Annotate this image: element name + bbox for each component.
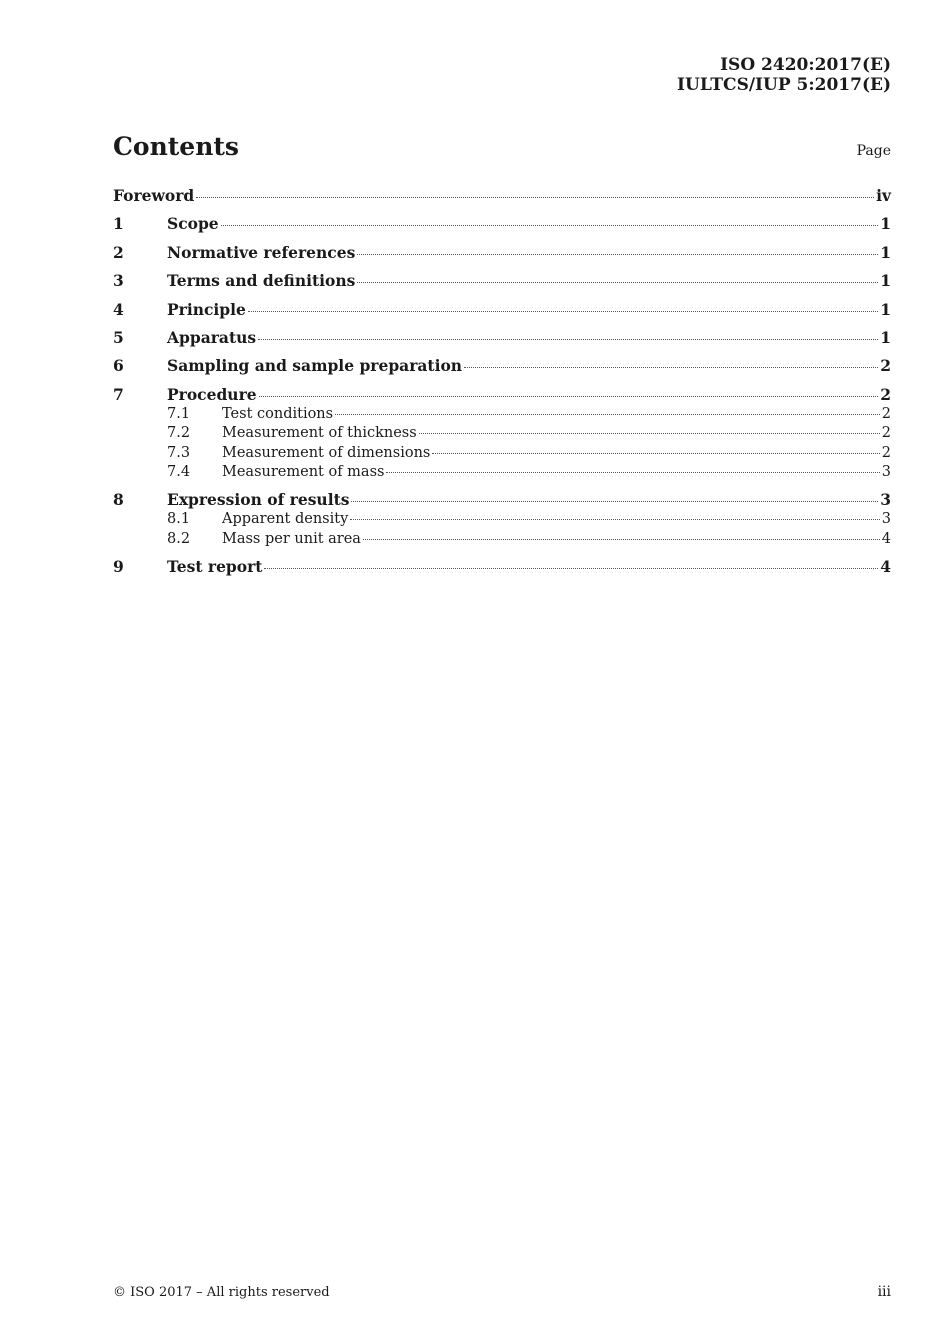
toc-subentry-number: 7.1 — [167, 406, 191, 422]
toc-entry-expression-of-results[interactable] — [113, 490, 891, 510]
toc-entry-normative-references[interactable] — [113, 243, 891, 263]
toc-entry-number: 7 — [113, 385, 124, 404]
page-number: iii — [877, 1284, 891, 1300]
dot-leader — [363, 538, 880, 540]
toc-entry-page: 1 — [880, 328, 891, 347]
toc-subentry-title: Measurement of dimensions — [222, 445, 431, 461]
toc-entry-number: 2 — [113, 243, 124, 262]
toc-entry-number: 9 — [113, 557, 124, 576]
toc-entry-procedure[interactable] — [113, 385, 891, 405]
toc-entry-number: 5 — [113, 328, 124, 347]
toc-entry-number: 8 — [113, 490, 124, 509]
dot-leader — [221, 224, 879, 226]
toc-entry-page: 1 — [880, 300, 891, 319]
toc-entry-page: 1 — [880, 214, 891, 233]
toc-entry-number: 1 — [113, 214, 124, 233]
toc-subentry-apparent-density[interactable] — [113, 510, 891, 529]
toc-subentry-page: 3 — [881, 511, 891, 527]
copyright-notice: © ISO 2017 – All rights reserved — [113, 1285, 330, 1300]
toc-subentry-page: 4 — [881, 531, 891, 547]
toc-entry-title: Procedure — [167, 385, 257, 404]
dot-leader — [335, 413, 880, 415]
toc-entry-page: 4 — [880, 557, 891, 576]
toc-entry-apparatus[interactable] — [113, 328, 891, 348]
toc-entry-terms-and-definitions[interactable] — [113, 271, 891, 291]
dot-leader — [258, 338, 878, 340]
toc-entry-title: Terms and definitions — [167, 271, 356, 290]
toc-entry-scope[interactable] — [113, 214, 891, 234]
toc-entry-principle[interactable] — [113, 300, 891, 320]
toc-entry-page: iv — [876, 186, 891, 205]
dot-leader — [248, 310, 878, 312]
toc-entry-page: 2 — [880, 356, 891, 375]
dot-leader — [259, 395, 879, 397]
contents-heading: Contents — [113, 132, 240, 161]
document-header — [677, 55, 891, 95]
toc-subentry-number: 7.3 — [167, 445, 191, 461]
toc-subentry-title: Measurement of thickness — [222, 425, 417, 441]
toc-entry-title: Normative references — [167, 243, 356, 262]
toc-entry-title: Foreword — [113, 186, 195, 205]
dot-leader — [196, 196, 874, 198]
dot-leader — [350, 518, 879, 520]
toc-subentry-page: 2 — [881, 425, 891, 441]
dot-leader — [351, 500, 878, 502]
dot-leader — [264, 567, 878, 569]
dot-leader — [357, 281, 878, 283]
toc-entry-number: 6 — [113, 356, 124, 375]
toc-entry-page: 2 — [880, 385, 891, 404]
toc-subentry-mass[interactable] — [113, 463, 891, 482]
toc-subentry-number: 7.4 — [167, 464, 191, 480]
toc-subentry-number: 8.2 — [167, 531, 191, 547]
toc-entry-test-report[interactable] — [113, 557, 891, 577]
toc-entry-number: 3 — [113, 271, 124, 290]
dot-leader — [357, 253, 878, 255]
dot-leader — [419, 432, 880, 434]
toc-entry-number: 4 — [113, 300, 124, 319]
toc-subentry-page: 2 — [881, 445, 891, 461]
toc-entry-page: 1 — [880, 243, 891, 262]
page-column-label: Page — [856, 143, 891, 159]
toc-entry-title: Apparatus — [167, 328, 257, 347]
toc-entry-title: Principle — [167, 300, 246, 319]
standard-number-secondary: IULTCS/IUP 5:2017(E) — [677, 75, 891, 95]
toc-entry-sampling[interactable] — [113, 356, 891, 376]
toc-subentry-number: 8.1 — [167, 511, 191, 527]
dot-leader — [464, 366, 878, 368]
toc-subentry-dimensions[interactable] — [113, 444, 891, 463]
toc-entry-page: 1 — [880, 271, 891, 290]
dot-leader — [432, 452, 879, 454]
toc-subentry-thickness[interactable] — [113, 424, 891, 443]
toc-entry-title: Sampling and sample preparation — [167, 356, 463, 375]
toc-subentry-number: 7.2 — [167, 425, 191, 441]
toc-subentry-title: Mass per unit area — [222, 531, 361, 547]
toc-entry-title: Expression of results — [167, 490, 350, 509]
toc-subentry-title: Measurement of mass — [222, 464, 385, 480]
toc-entry-title: Test report — [167, 557, 263, 576]
toc-subentry-test-conditions[interactable] — [113, 405, 891, 424]
toc-entry-page: 3 — [880, 490, 891, 509]
toc-entry-foreword[interactable] — [113, 186, 891, 206]
toc-subentry-page: 2 — [881, 406, 891, 422]
toc-subentry-page: 3 — [881, 464, 891, 480]
standard-number: ISO 2420:2017(E) — [720, 55, 891, 75]
toc-subentry-title: Test conditions — [222, 406, 334, 422]
toc-subentry-title: Apparent density — [222, 511, 349, 527]
toc-entry-title: Scope — [167, 214, 219, 233]
dot-leader — [386, 471, 879, 473]
toc-subentry-mass-per-unit-area[interactable] — [113, 530, 891, 549]
